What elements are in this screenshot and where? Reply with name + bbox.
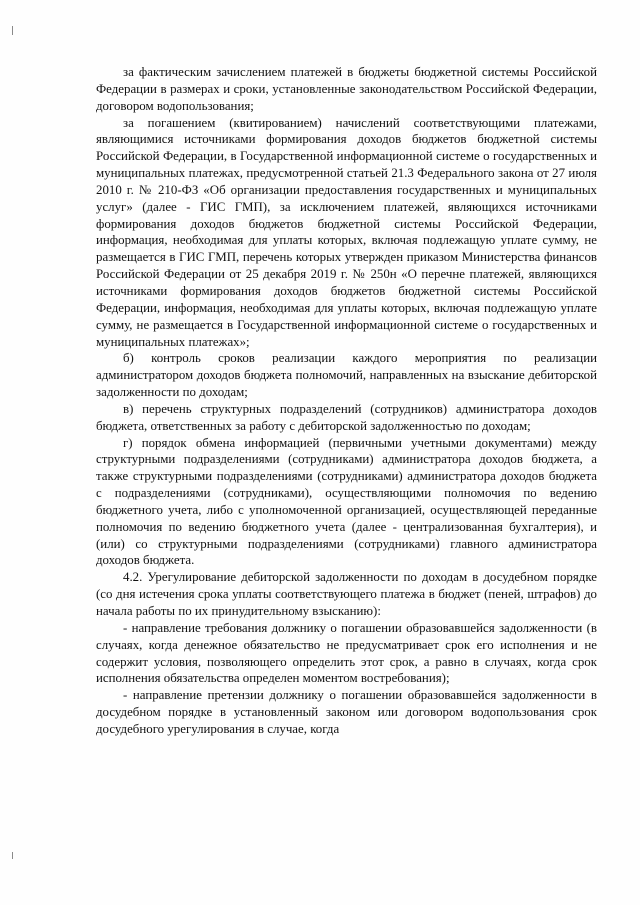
paragraph-item-b-deadlines-control: б) контроль сроков реализации каждого мероприятия по реализации администратором доходов бюджета полномочий, направленных на взыскание дебиторской задолженности по доходам; (96, 351, 597, 400)
paragraph-dash-demand-to-debtor: - направление требования должнику о погашении образовавшейся задолженности (в случаях, когда денежное обязательство не предусматривает срок его исполнения и не содержит условия, позволяющего определить этот срок, а равно в случаях, когда срок исполнения обязательства определен моментом востребования); (96, 620, 597, 686)
paragraph-dash-claim-to-debtor: - направление претензии должнику о погашении образовавшейся задолженности в досудебном порядке в установленный законом или договором водопользования срок досудебного урегулирования в случае, когда (96, 688, 597, 736)
paragraph-item-v-responsible-units: в) перечень структурных подразделений (сотрудников) администратора доходов бюджета, ответственных за работу с дебиторской задолженностью по доходам; (96, 401, 597, 433)
document-body (96, 64, 597, 738)
scan-edge-mark-top (12, 26, 13, 35)
paragraph-payments-crediting: за фактическим зачислением платежей в бюджеты бюджетной системы Российской Федерации в размерах и сроки, установленные законодательством Российской Федерации, договором водопользования; (96, 65, 597, 113)
paragraph-payments-reconciliation: за погашением (квитированием) начислений соответствующими платежами, являющимися источниками формирования доходов бюджетов бюджетной системы Российской Федерации, в Государственной информационной системе о государственных и муниципальных платежах, предусмотренной статьей 21.3 Федерального закона от 27 июля 2010 г. № 210-ФЗ «Об организации предоставления государственных и муниципальных услуг» (далее - ГИС ГМП), за исключением платежей, являющихся источниками формирования доходов бюджетов бюджетной системы Российской Федерации, информация, необходимая для уплаты которых, включая подлежащую уплате сумму, не размещается в ГИС ГМП, перечень которых утвержден приказом Министерства финансов Российской Федерации от 25 декабря 2019 г. № 250н «О перечне платежей, являющихся источниками формирования доходов бюджетов бюджетной системы Российской Федерации, информация, необходимая для уплаты которых, включая подлежащую уплате сумму, не размещается в Государственной информационной системе о государственных и муниципальных платежах»; (96, 115, 597, 349)
paragraph-section-4-2-pretrial-settlement: 4.2. Урегулирование дебиторской задолженности по доходам в досудебном порядке (со дня истечения срока уплаты соответствующего платежа в бюджет (пеней, штрафов) до начала работы по их принудительному взысканию): (96, 570, 597, 618)
paragraph-item-g-information-exchange: г) порядок обмена информацией (первичными учетными документами) между структурными подразделениями (сотрудниками) администратора доходов бюджета, а также структурными подразделениями (сотрудниками) администратора доходов бюджета с подразделениями (сотрудниками), осуществляющими полномочия по ведению бюджетного учета, либо с уполномоченной организацией, осуществляющей переданные полномочия по ведению бюджетного учета (далее - централизованная бухгалтерия), и (или) со структурными подразделениями (сотрудниками) главного администратора доходов бюджета. (96, 435, 597, 568)
scan-edge-mark-bottom (12, 852, 13, 859)
